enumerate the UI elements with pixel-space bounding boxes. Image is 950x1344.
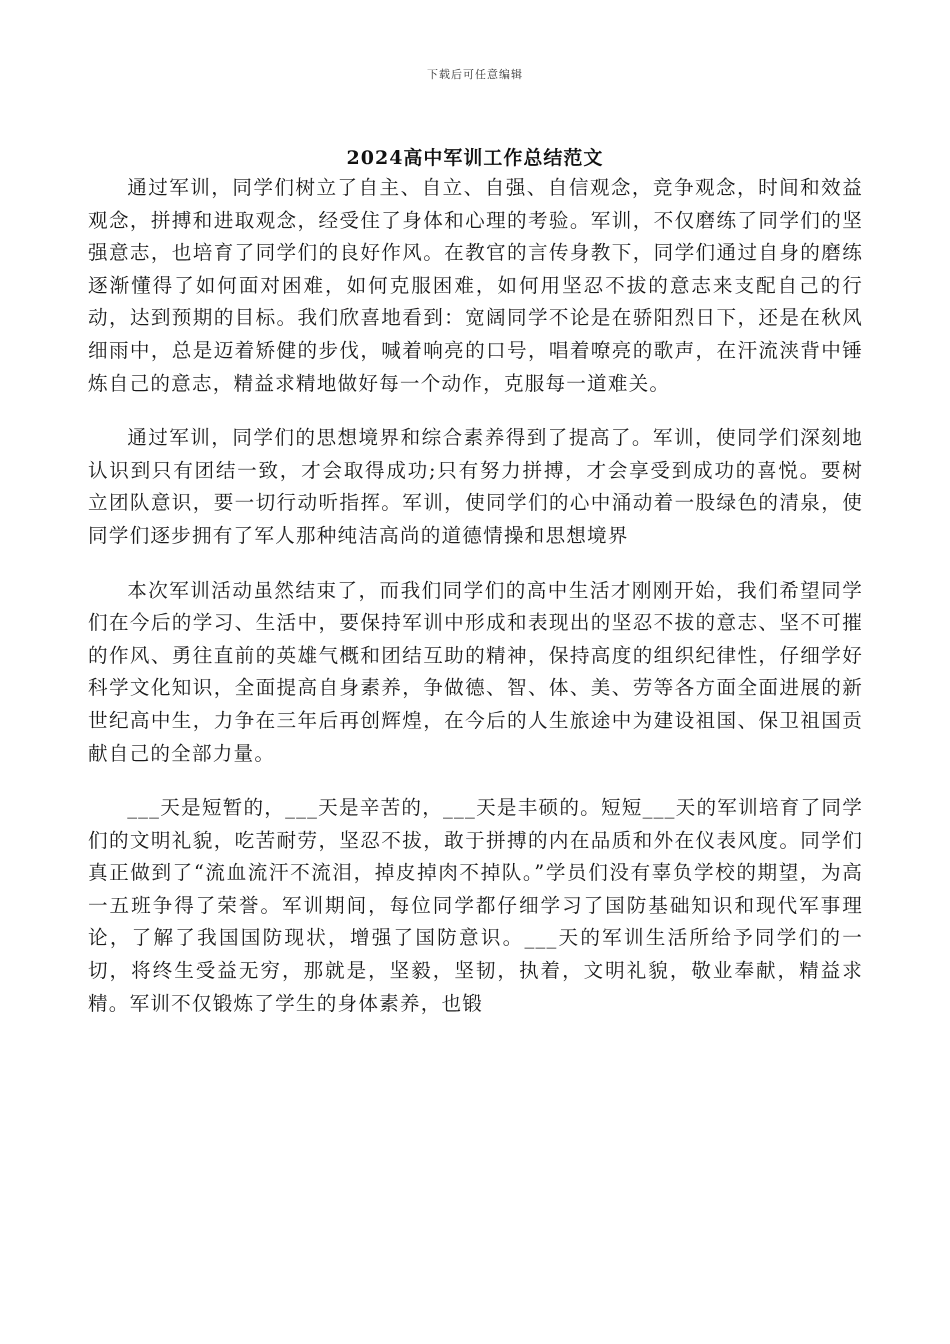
paragraph-2: 通过军训，同学们的思想境界和综合素养得到了提高了。军训，使同学们深刻地认识到只有团结一致，才会取得成功;只有努力拼搏，才会享受到成功的喜悦。要树立团队意识，要一切行动听指挥。军训，使同学们的心中涌动着一股绿色的清泉，使同学们逐步拥有了军人那种纯洁高尚的道德情操和思想境界 [88,426,863,547]
document-body [88,172,863,1042]
paragraph-3: 本次军训活动虽然结束了，而我们同学们的高中生活才刚刚开始，我们希望同学们在今后的学习、生活中，要保持军训中形成和表现出的坚忍不拔的意志、坚不可摧的作风、勇往直前的英雄气概和团结互助的精神，保持高度的组织纪律性，仔细学好科学文化知识，全面提高自身素养，争做德、智、体、美、劳等各方面全面进展的新世纪高中生，力争在三年后再创辉煌，在今后的人生旅途中为建设祖国、保卫祖国贡献自己的全部力量。 [88,578,863,765]
document-title: 2024高中军训工作总结范文 [346,147,604,169]
page-header-note: 下载后可任意编辑 [427,68,523,81]
paragraph-4: ___天是短暂的，___天是辛苦的，___天是丰硕的。短短___天的军训培育了同学们的文明礼貌，吃苦耐劳，坚忍不拔，敢于拼搏的内在品质和外在仪表风度。同学们真正做到了“流血流汗不流泪，掉皮掉肉不掉队。”学员们没有辜负学校的期望，为高一五班争得了荣誉。军训期间，每位同学都仔细学习了国防基础知识和现代军事理论，了解了我国国防现状，增强了国防意识。___天的军训生活所给予同学们的一切，将终生受益无穷，那就是，坚毅，坚韧，执着，文明礼貌，敬业奉献，精益求精。军训不仅锻炼了学生的身体素养，也锻 [88,796,863,1015]
paragraph-1: 通过军训，同学们树立了自主、自立、自强、自信观念，竞争观念，时间和效益观念，拼搏和进取观念，经受住了身体和心理的考验。军训，不仅磨练了同学们的坚强意志，也培育了同学们的良好作风。在教官的言传身教下，同学们通过自身的磨练逐渐懂得了如何面对困难，如何克服困难，如何用坚忍不拔的意志来支配自己的行动，达到预期的目标。我们欣喜地看到：宽阔同学不论是在骄阳烈日下，还是在秋风细雨中，总是迈着矫健的步伐，喊着响亮的口号，唱着嘹亮的歌声，在汗流浃背中锤炼自己的意志，精益求精地做好每一个动作，克服每一道难关。 [88,176,863,395]
